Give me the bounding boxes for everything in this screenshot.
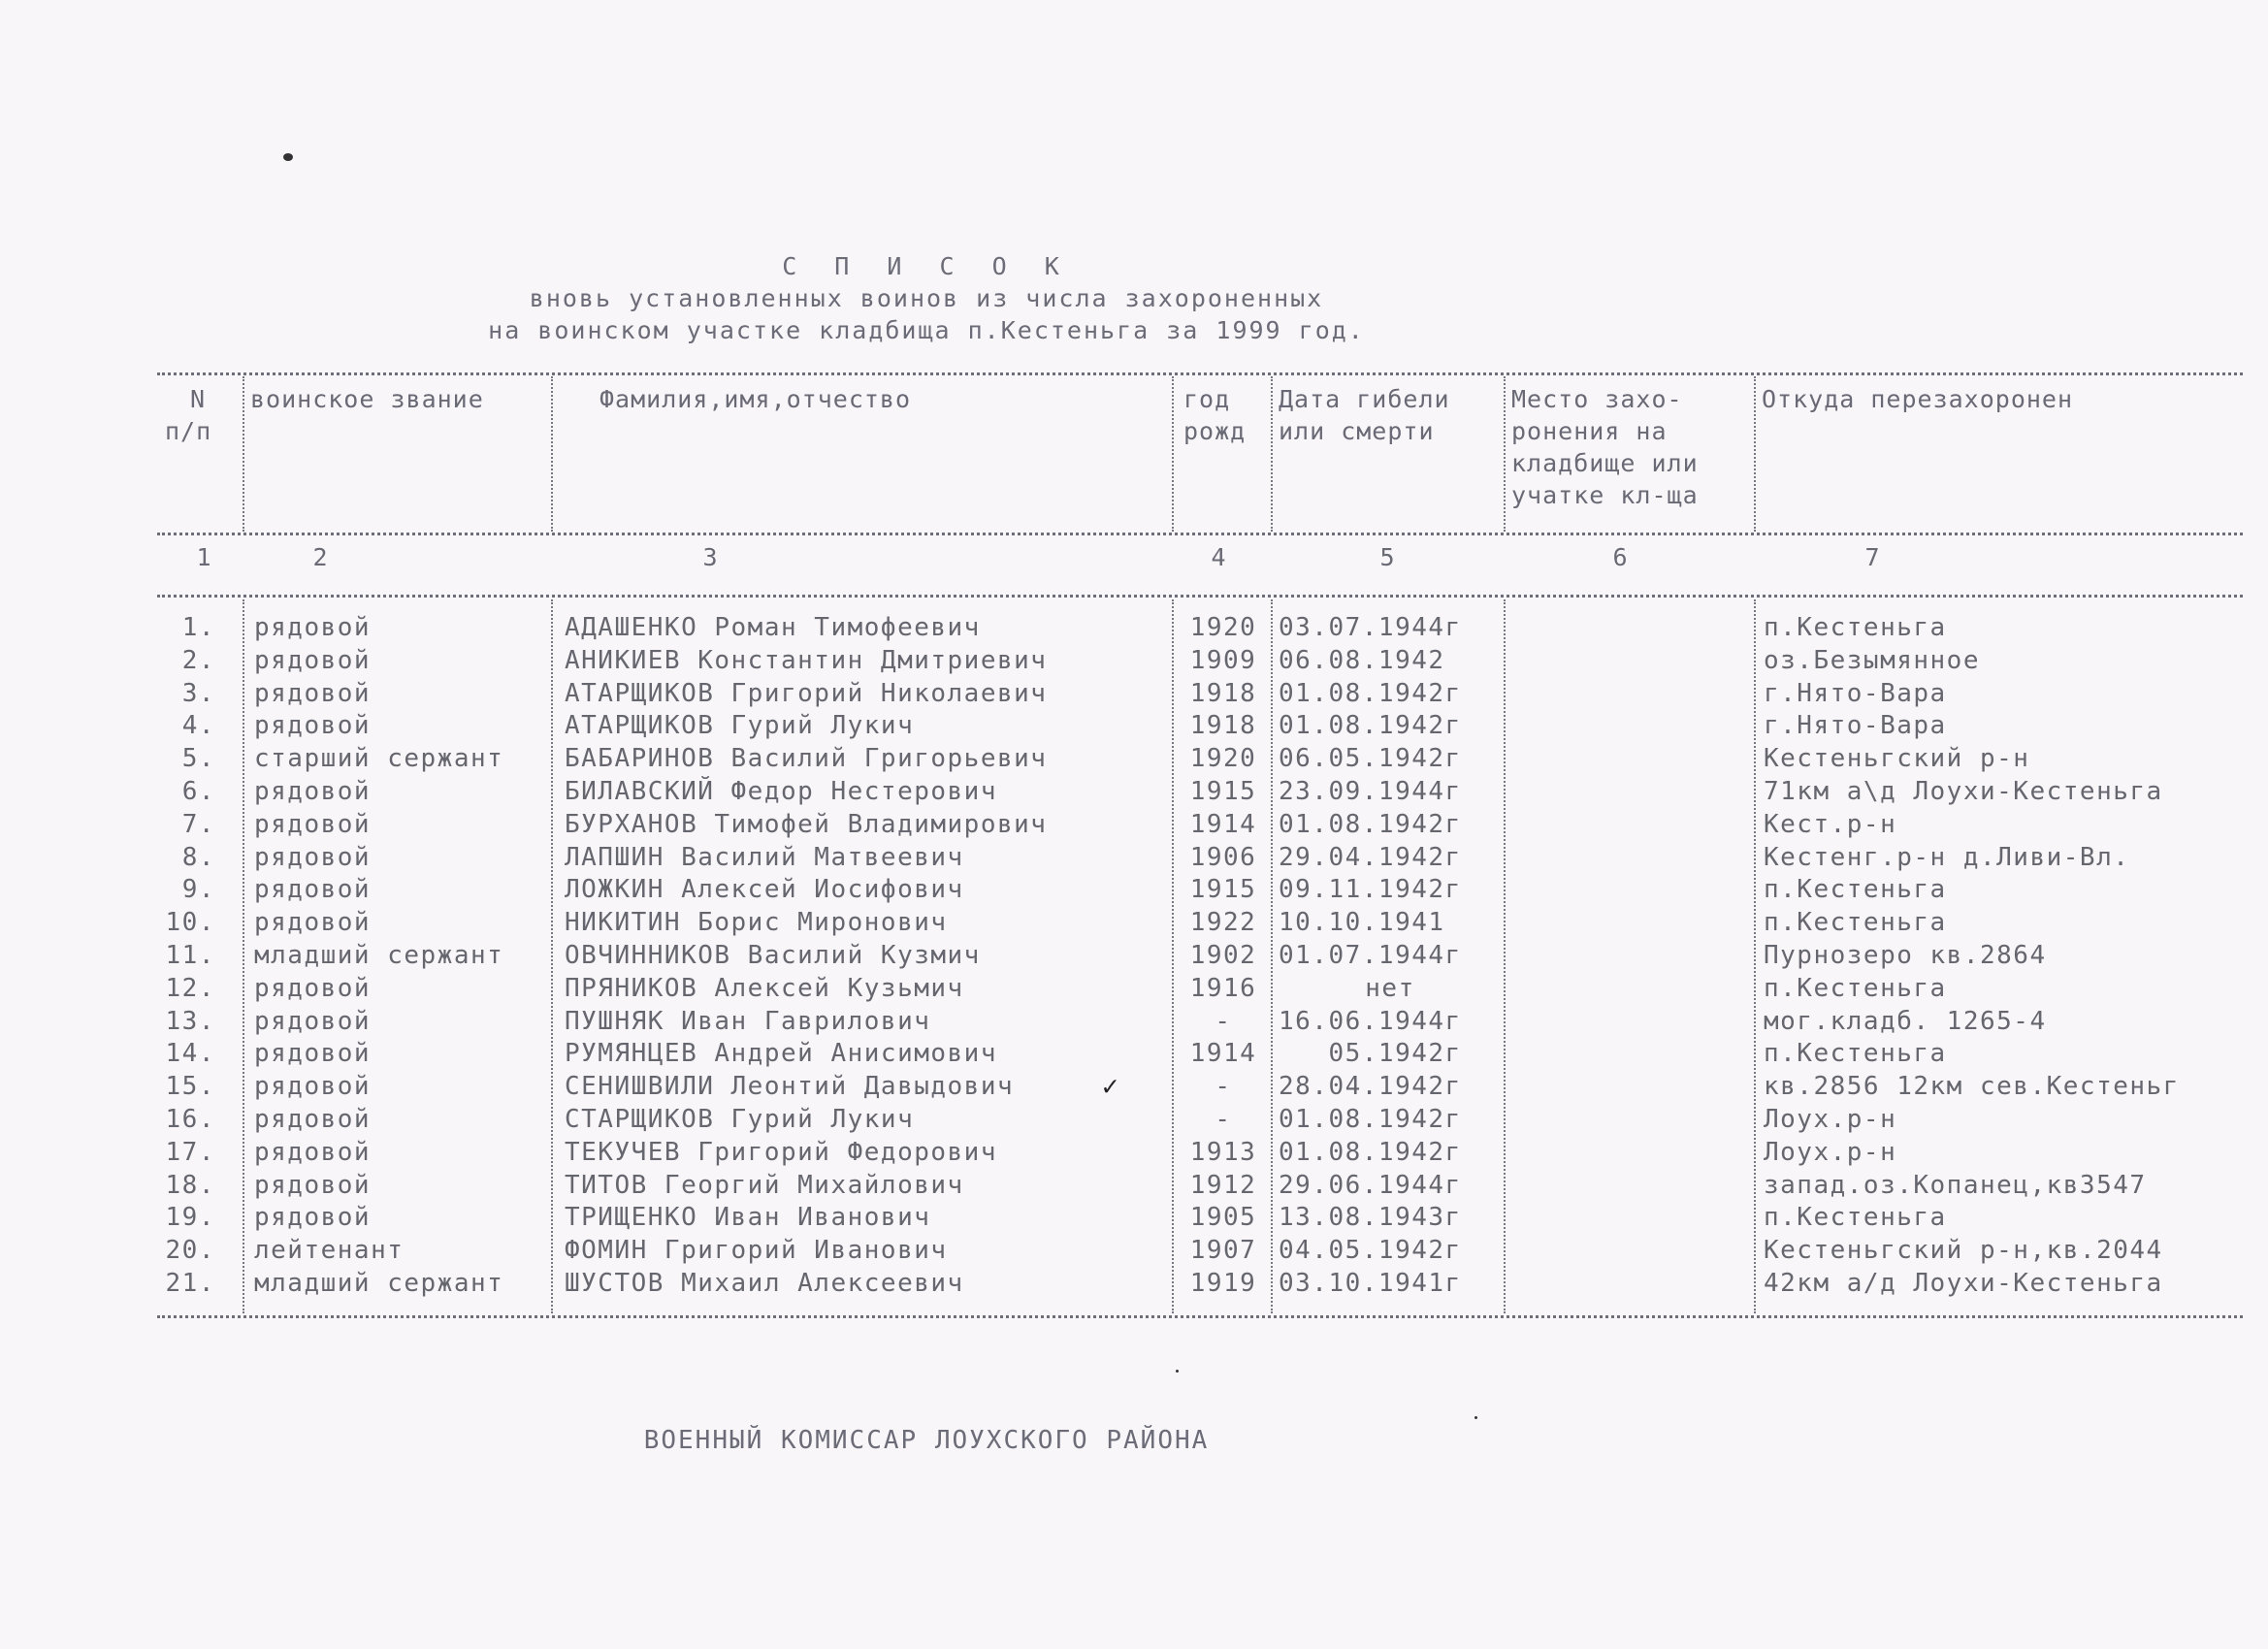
row-death-date: 29.04.1942г	[1279, 842, 1462, 872]
row-number: 2.	[181, 645, 215, 675]
row-full-name: БИЛАВСКИЙ Федор Нестерович	[565, 777, 997, 806]
table-row	[0, 1103, 2268, 1136]
table-row	[0, 644, 2268, 677]
row-reburied-from: п.Кестеньга	[1764, 613, 1947, 642]
row-death-date: 01.08.1942г	[1279, 1137, 1462, 1167]
row-rank: рядовой	[254, 973, 372, 1003]
table-row	[0, 1005, 2268, 1038]
table-row	[0, 972, 2268, 1005]
row-birth-year: 1915	[1189, 875, 1257, 905]
row-number: 12.	[165, 973, 215, 1003]
row-birth-year: 1902	[1189, 941, 1257, 970]
row-birth-year: 1918	[1189, 678, 1257, 708]
column-number: 2	[312, 543, 328, 571]
row-rank: рядовой	[254, 613, 372, 642]
row-birth-year: 1916	[1189, 973, 1257, 1003]
table-row	[0, 709, 2268, 742]
ink-speck	[1474, 1416, 1477, 1419]
ink-speck	[283, 153, 293, 161]
row-number: 7.	[181, 809, 215, 839]
row-birth-year: 1906	[1189, 842, 1257, 872]
row-rank: рядовой	[254, 1203, 372, 1233]
row-reburied-from: Кестенг.р-н д.Ливи-Вл.	[1764, 842, 2130, 872]
table-row	[0, 1136, 2268, 1169]
row-reburied-from: Кестеньгский р-н,кв.2044	[1764, 1236, 2163, 1266]
row-full-name: ПРЯНИКОВ Алексей Кузьмич	[565, 973, 964, 1003]
row-birth-year: 1907	[1189, 1236, 1257, 1266]
row-number: 18.	[165, 1170, 215, 1200]
row-death-date: 01.08.1942г	[1279, 809, 1462, 839]
row-death-date: 03.07.1944г	[1279, 613, 1462, 642]
row-death-date: 29.06.1944г	[1279, 1170, 1462, 1200]
column-divider	[1504, 376, 1506, 532]
column-number-rule	[157, 595, 2243, 598]
row-birth-year: -	[1215, 1105, 1232, 1134]
row-number: 14.	[165, 1039, 215, 1069]
header-place-c: кладбище или	[1511, 449, 1699, 477]
document-subtitle-line1: вновь установленных воинов из числа захороненных	[529, 284, 1324, 312]
row-number: 20.	[165, 1236, 215, 1266]
row-reburied-from: мог.кладб. 1265-4	[1764, 1006, 2047, 1036]
row-birth-year: 1909	[1189, 645, 1257, 675]
column-number: 3	[702, 543, 718, 571]
row-rank: рядовой	[254, 645, 372, 675]
row-reburied-from: кв.2856 12км сев.Кестеньг	[1764, 1072, 2180, 1102]
row-birth-year: -	[1215, 1072, 1232, 1102]
table-row	[0, 841, 2268, 874]
row-number: 10.	[165, 908, 215, 938]
table-row	[0, 611, 2268, 644]
row-rank: рядовой	[254, 777, 372, 806]
row-death-date: 03.10.1941г	[1279, 1269, 1462, 1298]
row-reburied-from: 71км а\д Лоухи-Кестеньга	[1764, 777, 2163, 806]
row-reburied-from: п.Кестеньга	[1764, 973, 1947, 1003]
row-full-name: СЕНИШВИЛИ Леонтий Давыдович	[565, 1072, 1015, 1102]
header-name: Фамилия,имя,отчество	[599, 385, 912, 413]
row-death-date: 28.04.1942г	[1279, 1072, 1462, 1102]
row-full-name: ЛАПШИН Василий Матвеевич	[565, 842, 964, 872]
row-full-name: СТАРЩИКОВ Гурий Лукич	[565, 1105, 915, 1134]
check-mark-icon: ✓	[1102, 1070, 1120, 1103]
row-death-date: 06.05.1942г	[1279, 744, 1462, 774]
row-reburied-from: п.Кестеньга	[1764, 1039, 1947, 1069]
column-number: 4	[1211, 543, 1226, 571]
table-row	[0, 873, 2268, 906]
document-title: С П И С О К	[782, 252, 1071, 280]
row-death-date: 16.06.1944г	[1279, 1006, 1462, 1036]
row-death-date: 06.08.1942	[1279, 645, 1445, 675]
row-reburied-from: Лоух.р-н	[1764, 1137, 1897, 1167]
row-death-date: 01.07.1944г	[1279, 941, 1462, 970]
row-number: 3.	[181, 678, 215, 708]
row-birth-year: 1914	[1189, 809, 1257, 839]
row-rank: рядовой	[254, 711, 372, 741]
row-reburied-from: 42км а/д Лоухи-Кестеньга	[1764, 1269, 2163, 1298]
row-birth-year: 1919	[1189, 1269, 1257, 1298]
row-reburied-from: оз.Безымянное	[1764, 645, 1980, 675]
header-year-b: рожд	[1183, 417, 1247, 445]
table-row	[0, 1201, 2268, 1234]
table-row	[0, 808, 2268, 841]
row-death-date: 01.08.1942г	[1279, 711, 1462, 741]
table-top-rule	[157, 372, 2243, 375]
row-death-date: 01.08.1942г	[1279, 678, 1462, 708]
table-row	[0, 677, 2268, 710]
table-row	[0, 742, 2268, 775]
row-full-name: ТЕКУЧЕВ Григорий Федорович	[565, 1137, 997, 1167]
row-reburied-from: Кест.р-н	[1764, 809, 1897, 839]
header-num-a: N	[190, 385, 207, 413]
row-death-date: 13.08.1943г	[1279, 1203, 1462, 1233]
header-from: Откуда перезахоронен	[1762, 385, 2074, 413]
row-rank: рядовой	[254, 875, 372, 905]
column-divider	[1754, 376, 1756, 532]
row-rank: рядовой	[254, 1105, 372, 1134]
row-full-name: БУРХАНОВ Тимофей Владимирович	[565, 809, 1048, 839]
document-title-block	[0, 250, 1853, 346]
row-full-name: ОВЧИННИКОВ Василий Кузмич	[565, 941, 981, 970]
row-reburied-from: г.Нято-Вара	[1764, 678, 1947, 708]
row-full-name: ТРИЩЕНКО Иван Иванович	[565, 1203, 931, 1233]
row-number: 9.	[181, 875, 215, 905]
row-number: 6.	[181, 777, 215, 806]
column-divider	[243, 376, 244, 532]
row-rank: рядовой	[254, 842, 372, 872]
row-death-date: 01.08.1942г	[1279, 1105, 1462, 1134]
table-row	[0, 775, 2268, 808]
row-death-date: 09.11.1942г	[1279, 875, 1462, 905]
row-number: 4.	[181, 711, 215, 741]
row-death-date: 05.1942г	[1279, 1039, 1462, 1069]
header-place-d: учатке кл-ща	[1511, 481, 1699, 509]
row-full-name: ТИТОВ Георгий Михайлович	[565, 1170, 964, 1200]
row-reburied-from: п.Кестеньга	[1764, 875, 1947, 905]
column-divider	[551, 376, 553, 532]
ink-speck	[1176, 1370, 1179, 1373]
table-row	[0, 906, 2268, 939]
column-number: 1	[196, 543, 211, 571]
row-reburied-from: Пурнозеро кв.2864	[1764, 941, 2047, 970]
row-number: 19.	[165, 1203, 215, 1233]
header-place-a: Место захо-	[1511, 385, 1683, 413]
row-full-name: АДАШЕНКО Роман Тимофеевич	[565, 613, 981, 642]
row-birth-year: 1914	[1189, 1039, 1257, 1069]
row-full-name: АНИКИЕВ Константин Дмитриевич	[565, 645, 1048, 675]
header-date-b: или смерти	[1279, 417, 1435, 445]
row-death-date: 23.09.1944г	[1279, 777, 1462, 806]
row-number: 16.	[165, 1105, 215, 1134]
row-full-name: ЛОЖКИН Алексей Иосифович	[565, 875, 964, 905]
row-full-name: РУМЯНЦЕВ Андрей Анисимович	[565, 1039, 997, 1069]
table-row	[0, 1267, 2268, 1300]
row-reburied-from: запад.оз.Копанец,кв3547	[1764, 1170, 2147, 1200]
table-row	[0, 1070, 2268, 1103]
header-num-b: п/п	[165, 417, 212, 445]
column-number: 5	[1379, 543, 1395, 571]
row-number: 21.	[165, 1269, 215, 1298]
row-full-name: НИКИТИН Борис Миронович	[565, 908, 948, 938]
row-birth-year: 1912	[1189, 1170, 1257, 1200]
column-number: 6	[1612, 543, 1628, 571]
row-rank: рядовой	[254, 1137, 372, 1167]
header-year-a: год	[1183, 385, 1231, 413]
table-row	[0, 939, 2268, 972]
column-divider	[1271, 376, 1273, 532]
row-rank: рядовой	[254, 1072, 372, 1102]
column-divider	[1172, 376, 1174, 532]
row-rank: рядовой	[254, 908, 372, 938]
table-row	[0, 1169, 2268, 1202]
row-birth-year: 1918	[1189, 711, 1257, 741]
header-bottom-rule	[157, 533, 2243, 535]
row-full-name: БАБАРИНОВ Василий Григорьевич	[565, 744, 1048, 774]
row-birth-year: 1915	[1189, 777, 1257, 806]
row-number: 1.	[181, 613, 215, 642]
row-full-name: АТАРЩИКОВ Гурий Лукич	[565, 711, 915, 741]
column-number: 7	[1864, 543, 1880, 571]
signature-line: ВОЕННЫЙ КОМИССАР ЛОУХСКОГО РАЙОНА	[643, 1426, 1210, 1455]
row-number: 17.	[165, 1137, 215, 1167]
row-rank: лейтенант	[254, 1236, 405, 1266]
row-rank: рядовой	[254, 678, 372, 708]
row-full-name: ШУСТОВ Михаил Алексеевич	[565, 1269, 964, 1298]
row-number: 15.	[165, 1072, 215, 1102]
row-rank: старший сержант	[254, 744, 504, 774]
row-reburied-from: Кестеньгский р-н	[1764, 744, 2030, 774]
row-reburied-from: п.Кестеньга	[1764, 1203, 1947, 1233]
row-death-date: 04.05.1942г	[1279, 1236, 1462, 1266]
row-full-name: ПУШНЯК Иван Гаврилович	[565, 1006, 931, 1036]
row-birth-year: 1920	[1189, 744, 1257, 774]
row-number: 13.	[165, 1006, 215, 1036]
row-number: 11.	[165, 941, 215, 970]
row-rank: младший сержант	[254, 1269, 504, 1298]
row-number: 8.	[181, 842, 215, 872]
table-bottom-rule	[157, 1315, 2243, 1318]
row-rank: рядовой	[254, 1170, 372, 1200]
header-date-a: Дата гибели	[1279, 385, 1450, 413]
row-rank: рядовой	[254, 1006, 372, 1036]
row-full-name: АТАРЩИКОВ Григорий Николаевич	[565, 678, 1048, 708]
row-birth-year: -	[1215, 1006, 1232, 1036]
table-row	[0, 1234, 2268, 1267]
row-reburied-from: г.Нято-Вара	[1764, 711, 1947, 741]
row-death-date: 10.10.1941	[1279, 908, 1445, 938]
row-reburied-from: Лоух.р-н	[1764, 1105, 1897, 1134]
document-subtitle-line2: на воинском участке кладбища п.Кестеньга за 1999 год.	[488, 316, 1365, 344]
row-number: 5.	[181, 744, 215, 774]
row-birth-year: 1905	[1189, 1203, 1257, 1233]
row-full-name: ФОМИН Григорий Иванович	[565, 1236, 948, 1266]
row-birth-year: 1922	[1189, 908, 1257, 938]
row-rank: рядовой	[254, 809, 372, 839]
row-rank: рядовой	[254, 1039, 372, 1069]
row-birth-year: 1920	[1189, 613, 1257, 642]
row-reburied-from: п.Кестеньга	[1764, 908, 1947, 938]
row-birth-year: 1913	[1189, 1137, 1257, 1167]
row-rank: младший сержант	[254, 941, 504, 970]
header-place-b: ронения на	[1511, 417, 1668, 445]
header-rank: воинское звание	[250, 385, 484, 413]
row-death-date: нет	[1365, 973, 1415, 1003]
table-row	[0, 1037, 2268, 1070]
